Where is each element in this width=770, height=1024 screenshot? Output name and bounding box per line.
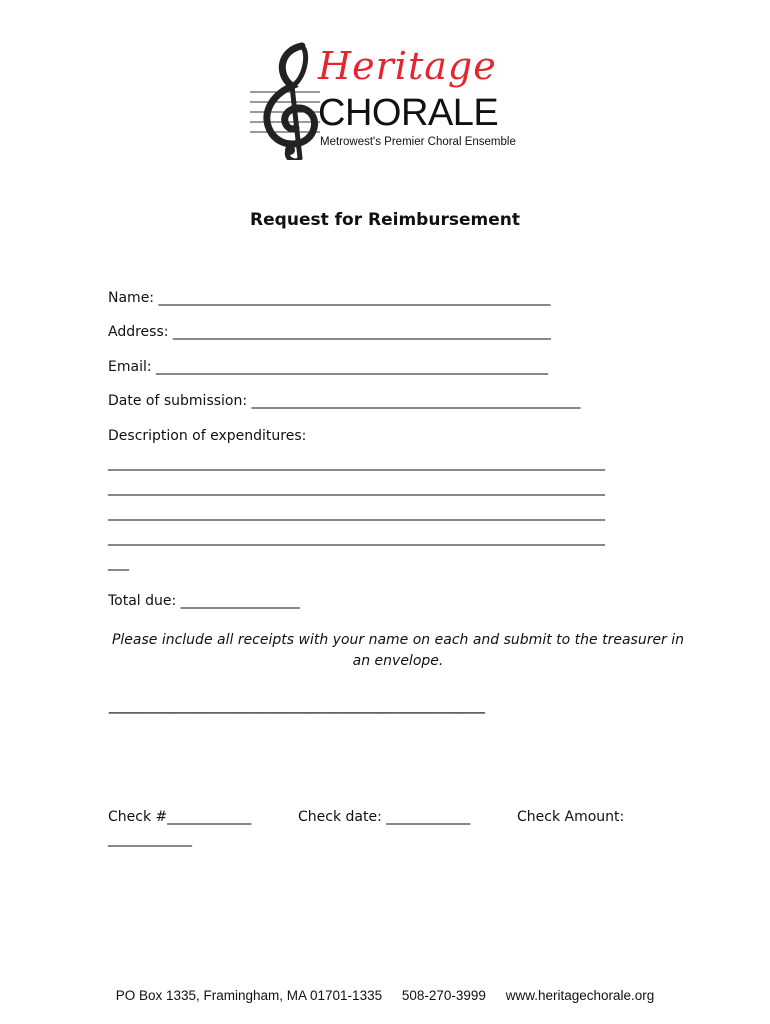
receipts-notice: Please include all receipts with your name on each and submit to the treasurer in an envelope. bbox=[111, 632, 685, 669]
footer-website[interactable]: www.heritagechorale.org bbox=[505, 988, 655, 1003]
description-line[interactable]: _______________________________________________________________________ bbox=[108, 530, 605, 546]
email-field[interactable]: Email: ________________________________________________________ bbox=[108, 359, 549, 375]
description-line[interactable]: _______________________________________________________________________ bbox=[108, 455, 605, 471]
address-field[interactable]: Address: ______________________________________________________ bbox=[108, 324, 551, 340]
description-line[interactable]: ___ bbox=[108, 555, 129, 571]
logo-tagline: Metrowest's Premier Choral Ensemble bbox=[320, 136, 516, 148]
logo-word-chorale: CHORALE bbox=[318, 92, 499, 134]
check-amount-field[interactable]: ____________ bbox=[108, 831, 192, 847]
page-title: Request for Reimbursement bbox=[250, 210, 520, 230]
name-field[interactable]: Name: ________________________________________________________ bbox=[108, 290, 551, 306]
logo-word-heritage: Heritage bbox=[318, 44, 497, 88]
footer-address: PO Box 1335, Framingham, MA 01701-1335 bbox=[115, 988, 383, 1003]
total-due-field[interactable]: Total due: _________________ bbox=[108, 593, 300, 609]
description-label: Description of expenditures: bbox=[108, 428, 307, 444]
check-number-field[interactable]: Check #____________ bbox=[108, 809, 252, 825]
check-amount-label: Check Amount: bbox=[517, 809, 625, 825]
description-line[interactable]: _______________________________________________________________________ bbox=[108, 480, 605, 496]
description-line[interactable]: _______________________________________________________________________ bbox=[108, 505, 605, 521]
cut-line-divider: ------------------------------------------------------------------------------------------------------------- bbox=[108, 705, 485, 721]
submission-date-field[interactable]: Date of submission: _______________________________________________ bbox=[108, 393, 581, 409]
footer bbox=[0, 988, 770, 1003]
check-date-field[interactable]: Check date: ____________ bbox=[298, 809, 471, 825]
footer-phone: 508-270-3999 bbox=[401, 988, 486, 1003]
